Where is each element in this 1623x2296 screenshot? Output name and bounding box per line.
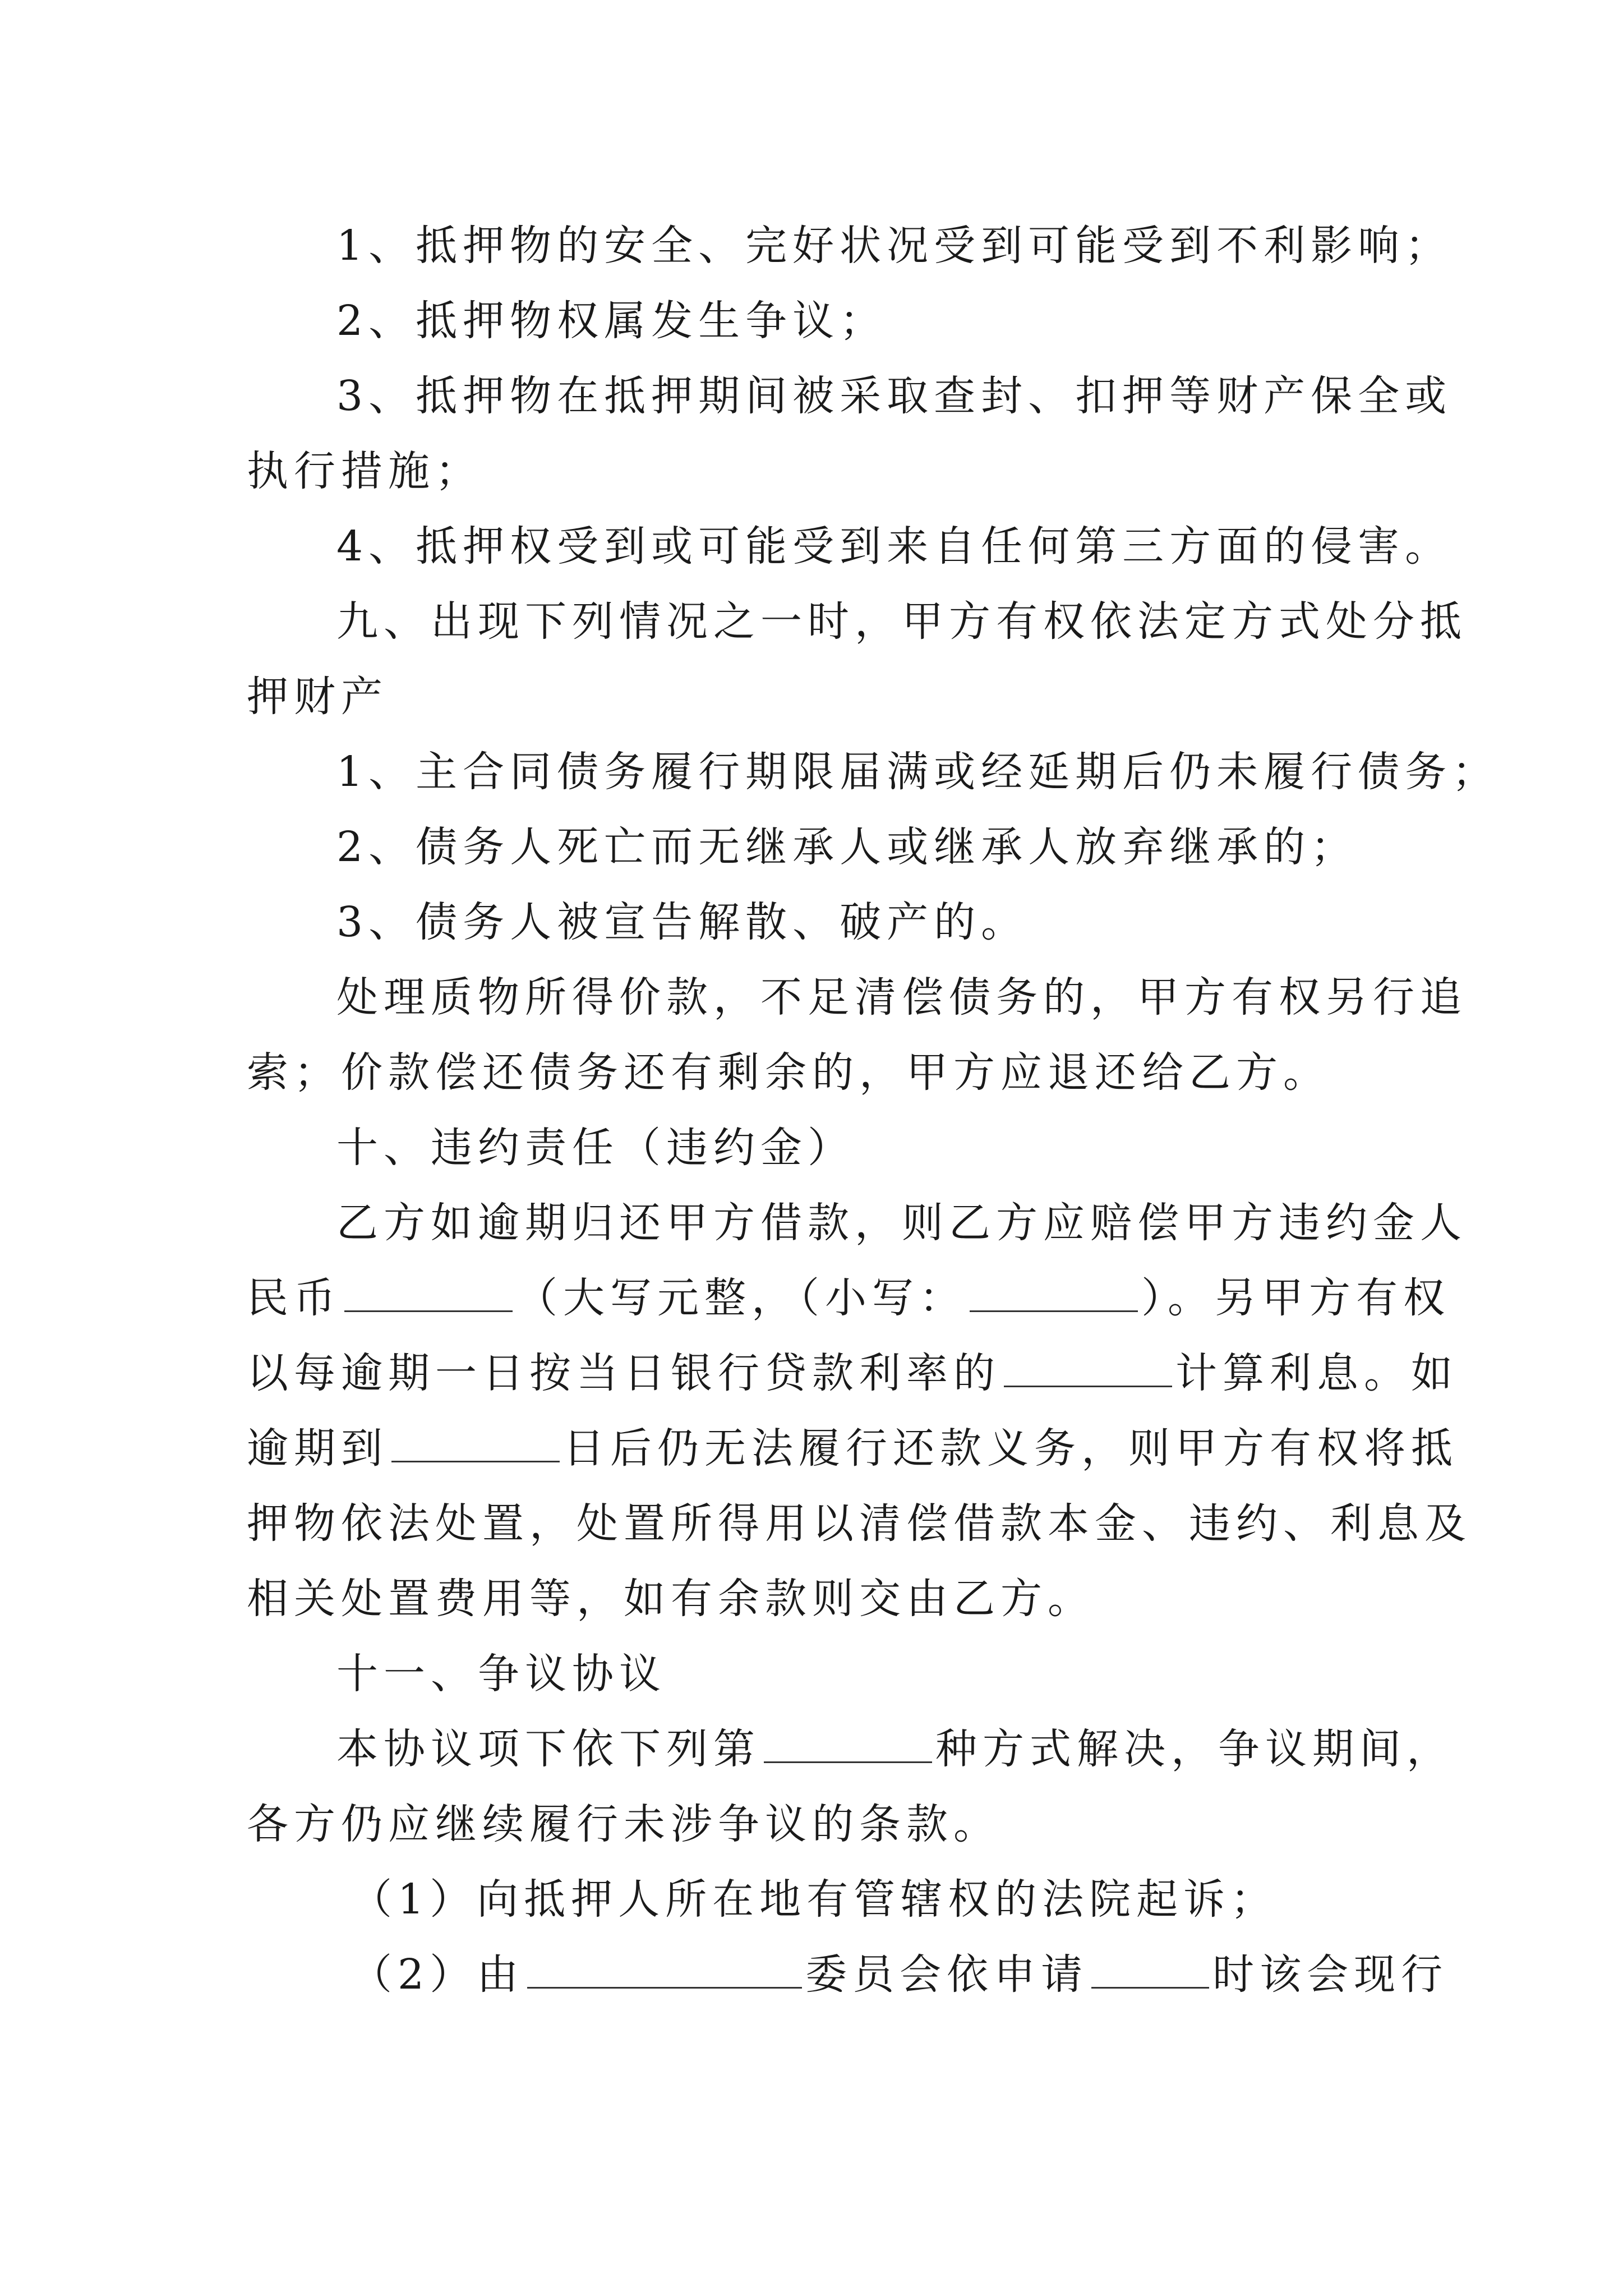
text-segment: 逾期到 — [247, 1424, 388, 1473]
proceeds-paragraph-line-1: 处理质物所得价款，不足清偿债务的，甲方有权另行追 — [336, 973, 1467, 1022]
text-segment: ）。另甲方有权 — [1141, 1274, 1450, 1322]
clause-9-item-3: 3、债务人被宣告解散、破产的。 — [336, 898, 1029, 946]
clause-9-item-1: 1、主合同债务履行期限届满或经延期后仍未履行债务； — [336, 748, 1500, 796]
text-segment: 委员会依申请 — [805, 1950, 1089, 1999]
arbitration-committee-blank — [527, 1950, 802, 1989]
clause-10-paragraph-line-4 — [247, 1420, 1458, 1476]
clause-9-heading-line-2: 押财产 — [247, 673, 388, 721]
clause-10-paragraph-line-3 — [247, 1345, 1458, 1401]
clause-11-option-2 — [351, 1947, 1449, 2003]
dispute-method-blank — [764, 1724, 932, 1763]
clause-10-paragraph-line-6: 相关处置费用等，如有余款则交由乙方。 — [247, 1575, 1095, 1623]
amount-blank — [344, 1273, 513, 1312]
clause-11-paragraph-line-2: 各方仍应继续履行未涉争议的条款。 — [247, 1800, 1000, 1848]
text-segment: 计算利息。如 — [1175, 1349, 1458, 1397]
amount-lowercase-blank — [970, 1273, 1138, 1312]
text-segment: （2）由 — [351, 1950, 524, 1999]
text-segment: 日后仍无法履行还款义务，则甲方有权将抵 — [563, 1424, 1458, 1473]
clause-10-paragraph-line-5: 押物依法处置，处置所得用以清偿借款本金、违约、利息及 — [247, 1499, 1472, 1548]
clause-10-heading: 十、违约责任（违约金） — [336, 1124, 855, 1172]
interest-rate-blank — [1004, 1349, 1172, 1387]
clause-8-item-4: 4、抵押权受到或可能受到来自任何第三方面的侵害。 — [336, 522, 1453, 570]
clause-10-paragraph-line-2 — [247, 1270, 1450, 1326]
text-segment: 民币 — [247, 1274, 341, 1322]
clause-8-item-3-line-2: 执行措施； — [247, 447, 482, 495]
clause-9-heading-line-1: 九、出现下列情况之一时，甲方有权依法定方式处分抵 — [336, 597, 1467, 646]
clause-11-heading: 十一、争议协议 — [336, 1650, 666, 1698]
text-segment: （大写元整，（小写： — [516, 1274, 966, 1322]
application-blank — [1091, 1950, 1209, 1989]
text-segment: 种方式解决，争议期间， — [935, 1725, 1454, 1773]
clause-8-item-2: 2、抵押物权属发生争议； — [336, 297, 887, 345]
clause-11-paragraph-line-1 — [336, 1721, 1454, 1777]
clause-8-item-3-line-1: 3、抵押物在抵押期间被采取查封、扣押等财产保全或 — [336, 372, 1453, 420]
clause-8-item-1: 1、抵押物的安全、完好状况受到可能受到不利影响； — [336, 222, 1453, 270]
text-segment: 以每逾期一日按当日银行贷款利率的 — [247, 1349, 1000, 1397]
proceeds-paragraph-line-2: 索；价款偿还债务还有剩余的，甲方应退还给乙方。 — [247, 1048, 1330, 1097]
text-segment: 时该会现行 — [1212, 1950, 1449, 1999]
clause-10-paragraph-line-1: 乙方如逾期归还甲方借款，则乙方应赔偿甲方违约金人 — [336, 1199, 1467, 1247]
text-segment: 本协议项下依下列第 — [336, 1725, 760, 1773]
overdue-days-blank — [391, 1424, 560, 1462]
clause-9-item-2: 2、债务人死亡而无继承人或继承人放弃继承的； — [336, 823, 1358, 871]
clause-11-option-1: （1）向抵押人所在地有管辖权的法院起诉； — [351, 1875, 1278, 1924]
